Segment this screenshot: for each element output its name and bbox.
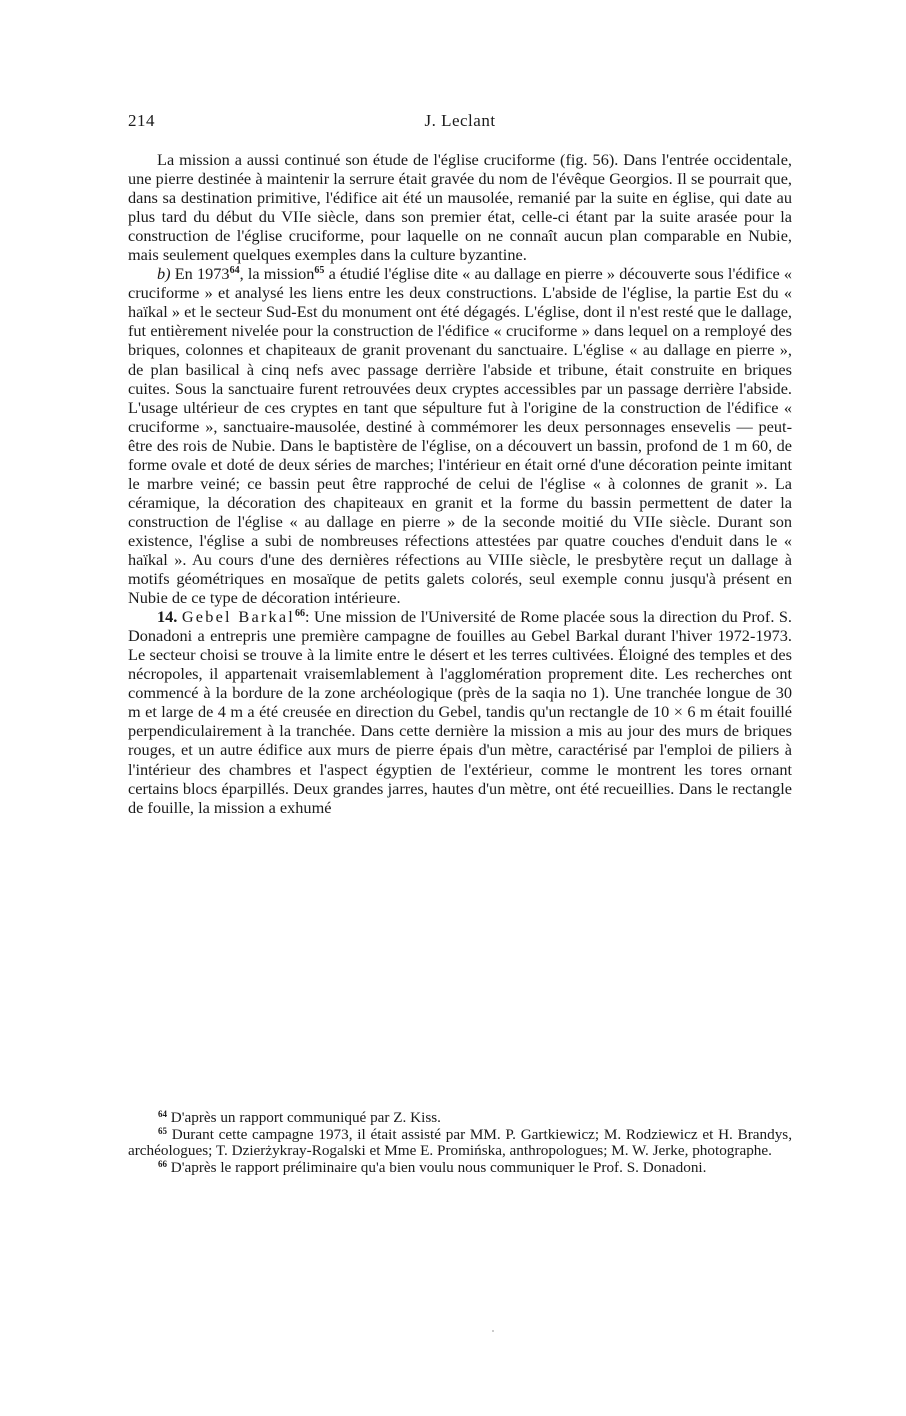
paragraph-gebel-barkal-text: : Une mission de l'Université de Rome placée sous la direction du Prof. S. Donadoni a entrepris une première campagne de fouilles au Gebel Barkal durant l'hiver 1972-1973. Le secteur choisi se trouve à la limite entre le désert et les terres cultivées. Éloigné des temples et des nécropoles, il appartenait vraisemlablement à l'agglomération proprement dite. Les recherches ont commencé à la bordure de la zone archéologique (près de la saqia no 1). Une tranchée longue de 30 m et large de 4 m a été creusée en direction du Gebel, tandis qu'un rectangle de 10 × 6 m était fouillé perpendiculairement à la tranchée. Dans cette dernière la mission a mis au jour des murs de briques rouges, et un autre édifice aux murs de pierre épais d'un mètre, caractérisé par l'emploi de piliers à l'intérieur des chambres et l'aspect égyptien de l'extérieur, comme le montrent les tores ornant certains blocs éparpillés. Deux grandes jarres, hautes d'un mètre, ont été recueillies. Dans le rectangle de fouille, la mission a exhumé	[128, 607, 792, 817]
footnote-text: D'après le rapport préliminaire qu'a bien voulu nous communiquer le Prof. S. Donadoni.	[167, 1158, 707, 1176]
scan-speck	[492, 1330, 494, 1332]
footnote-66	[128, 1160, 792, 1177]
paragraph-b-text-1: En 1973	[170, 264, 230, 284]
main-text	[128, 150, 792, 817]
footnote-ref-66[interactable]: 66	[295, 608, 305, 620]
footnote-65	[128, 1127, 792, 1160]
page-number: 214	[128, 111, 155, 130]
page-header	[128, 111, 792, 139]
footnote-mark: 65	[158, 1125, 167, 1136]
paragraph-b-text-3: a étudié l'église dite « au dallage en pierre » découverte sous l'édifice « cruciforme » et analysé les liens entre les deux constructions. L'abside de l'église, la partie Est du « haïkal » et le secteur Sud-Est du monument ont été dégagés. L'église, dont il n'est resté que le dallage, fut entièrement nivelée pour la construction de l'édifice « cruciforme » dans lequel on a remployé des briques, colonnes et chapiteaux de granit provenant du sanctuaire. L'église « au dallage en pierre », de plan basilical à cinq nefs avec passage derrière l'abside et tribune, était construite en briques cuites. Sous la sanctuaire furent retrouvées deux cryptes accessibles par un passage derrière l'abside. L'usage ultérieur de ces cryptes en tant que sépulture fut à l'origine de la construction de l'édifice « cruciforme », sanctuaire-mausolée, destiné à commémorer les deux personnages ensevelis — peut-être des rois de Nubie. Dans le baptistère de l'église, on a découvert un bassin, profond de 1 m 60, de forme ovale et doté de deux séries de marches; l'intérieur en était orné d'une décoration peinte imitant le marbre veiné; ce bassin peut être rapproché de celui de l'église « à colonnes de granit ». La céramique, la décoration des chapiteaux en granit et la forme du bassin permettent de dater la construction de l'église « au dallage en pierre » de la seconde moitié du VIIe siècle. Durant son existence, l'église a subi de nombreuses réfections attestées par quatre couches d'enduit dans le « haïkal ». Au cours d'une des dernières réfections au VIIIe siècle, le presbytère reçut un dallage à motifs géométriques en mosaïque de petits galets colorés, seul exemple connu jusqu'à présent en Nubie de ce type de décoration intérieure.	[128, 264, 792, 608]
footnotes	[128, 1110, 792, 1176]
footnote-text: Durant cette campagne 1973, il était assisté par MM. P. Gartkiewicz; M. Rodziewicz et H. Brandys, archéologues; T. Dzierżykray-Rogalski et Mme E. Promińska, anthropologues; M. W. Jerke, photographe.	[128, 1125, 792, 1160]
paragraph-b-text-2: , la mission	[239, 264, 315, 284]
paragraph-cruciform-church: La mission a aussi continué son étude de l'église cruciforme (fig. 56). Dans l'entrée occidentale, une pierre destinée à maintenir la serrure était gravée du nom de l'évêque Georgios. Il se pourrait que, dans sa destination primitive, l'édifice ait été un mausolée, remanié par la suite en église, qui date au plus tard du début du VIIe siècle, dans son premier état, celle-ci étant par la suite arasée pour la construction de l'église cruciforme, pour laquelle on ne connaît aucun plan comparable en Nubie, mais seulement quelques exemples dans la culture byzantine.	[128, 150, 792, 265]
footnote-text: D'après un rapport communiqué par Z. Kiss.	[167, 1109, 441, 1126]
footnote-mark: 66	[158, 1158, 167, 1169]
footnote-ref-64[interactable]: 64	[229, 265, 240, 277]
footnote-mark: 64	[158, 1109, 167, 1119]
paragraph-b	[128, 264, 792, 607]
item-label: b)	[157, 264, 171, 284]
footnote-64	[128, 1110, 792, 1127]
footnote-ref-65[interactable]: 65	[314, 265, 325, 277]
section-number: 14.	[157, 607, 178, 627]
paragraph-gebel-barkal	[128, 607, 792, 817]
running-title: J. Leclant	[424, 111, 496, 130]
section-place-name: Gebel Barkal	[181, 607, 295, 627]
